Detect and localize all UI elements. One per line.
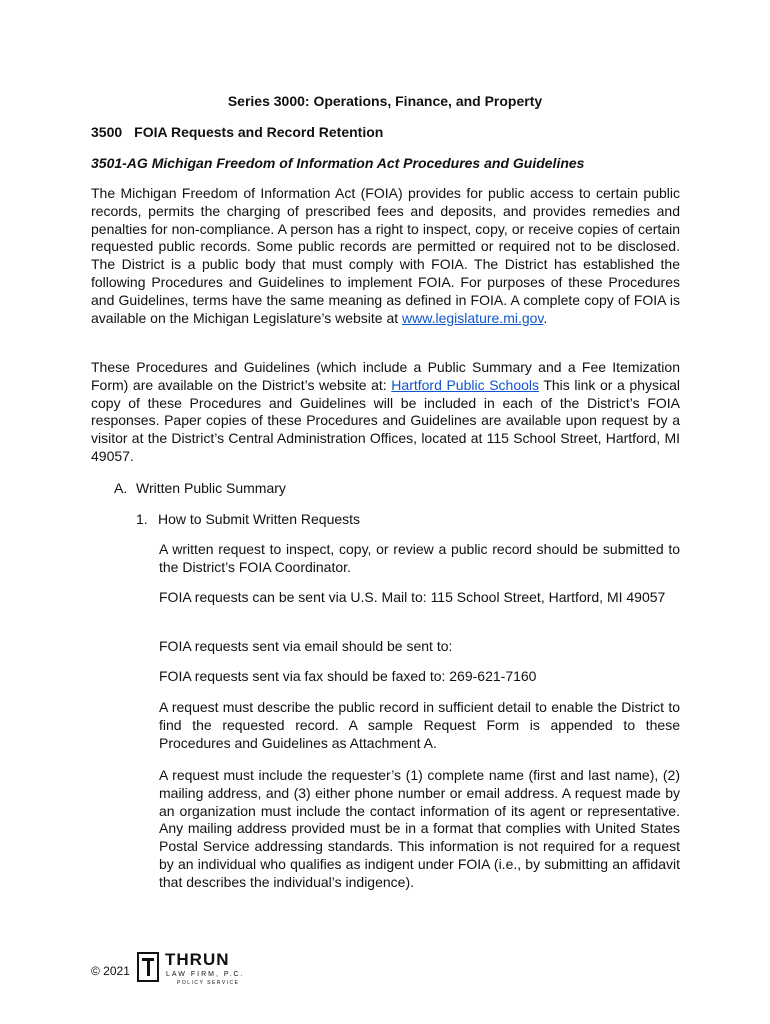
intro-paragraph-2 xyxy=(91,359,680,466)
intro-p2-text: These Procedures and Guidelines (which include a Public Summary and a Fee Itemization Form) are available on the District’s website at: xyxy=(91,359,680,393)
email-paragraph: FOIA requests sent via email should be sent to: xyxy=(159,638,453,654)
outline-item-1 xyxy=(136,511,360,527)
intro-p2-rest: This link or a physical copy of these Procedures and Guidelines will be included in each of the District’s FOIA responses. Paper copies of these Procedures and Guidelines are available upon request by a visitor at the District’s Central Administration Offices, located at 115 School Street, Hartford, MI 49057. xyxy=(91,376,680,464)
hartford-schools-link[interactable]: Hartford Public Schools xyxy=(391,376,539,393)
logo-name: THRUN xyxy=(165,950,230,969)
copyright-text: © 2021 xyxy=(91,964,130,978)
section-heading xyxy=(91,124,383,140)
outline-1-label: 1. xyxy=(136,511,148,527)
outline-item-a xyxy=(114,480,286,496)
subsection-heading: 3501-AG Michigan Freedom of Information Act Procedures and Guidelines xyxy=(91,155,585,171)
outline-a-title: Written Public Summary xyxy=(136,480,286,496)
outline-1-title: How to Submit Written Requests xyxy=(158,511,361,527)
outline-a-label: A. xyxy=(114,480,128,496)
logo-subtitle: LAW FIRM, P.C. xyxy=(166,971,245,978)
submit-paragraph: A written request to inspect, copy, or review a public record should be submitted to the District’s FOIA Coordinator. xyxy=(159,541,680,575)
section-number: 3500 xyxy=(91,124,123,140)
intro-paragraph-1 xyxy=(91,185,680,327)
logo-subtitle-2: POLICY SERVICE xyxy=(177,980,240,986)
intro-p1-text: The Michigan Freedom of Information Act (FOIA) provides for public access to certain public records, permits the charging of prescribed fees and deposits, and provides remedies and penalties for non-compliance. A person has a right to inspect, copy, or receive copies of certain requested public records. Some public records are permitted or required not to be disclosed. The District is a public body that must comply with FOIA. The District has established the following Procedures and Guidelines to implement FOIA. For purposes of these Procedures and Guidelines, terms have the same meaning as defined in FOIA. A complete copy of FOIA is available on the Michigan Legislature’s website at xyxy=(91,185,680,326)
section-title: FOIA Requests and Record Retention xyxy=(134,124,384,140)
requester-info-paragraph: A request must include the requester’s (1) complete name (first and last name), (2) mailing address, and (3) either phone number or email address. A request made by an organization must include the contact information of its agent or representative. Any mailing address provided must be in a format that complies with United States Postal Service addressing standards. This information is not required for a request by an individual who qualifies as indigent under FOIA (i.e., by submitting an affidavit that describes the individual’s indigence). xyxy=(159,767,680,890)
thrun-logo-icon xyxy=(137,952,159,982)
intro-p1-end: . xyxy=(543,309,548,326)
legislature-link[interactable]: www.legislature.mi.gov xyxy=(402,309,544,326)
mail-paragraph: FOIA requests can be sent via U.S. Mail to: 115 School Street, Hartford, MI 49057 xyxy=(159,589,666,605)
fax-paragraph: FOIA requests sent via fax should be faxed to: 269-621-7160 xyxy=(159,668,537,684)
describe-record-paragraph: A request must describe the public record in sufficient detail to enable the District to find the requested record. A sample Request Form is appended to these Procedures and Guidelines as Attachment A. xyxy=(159,699,680,751)
page-footer xyxy=(91,950,291,990)
series-heading: Series 3000: Operations, Finance, and Property xyxy=(227,93,543,109)
